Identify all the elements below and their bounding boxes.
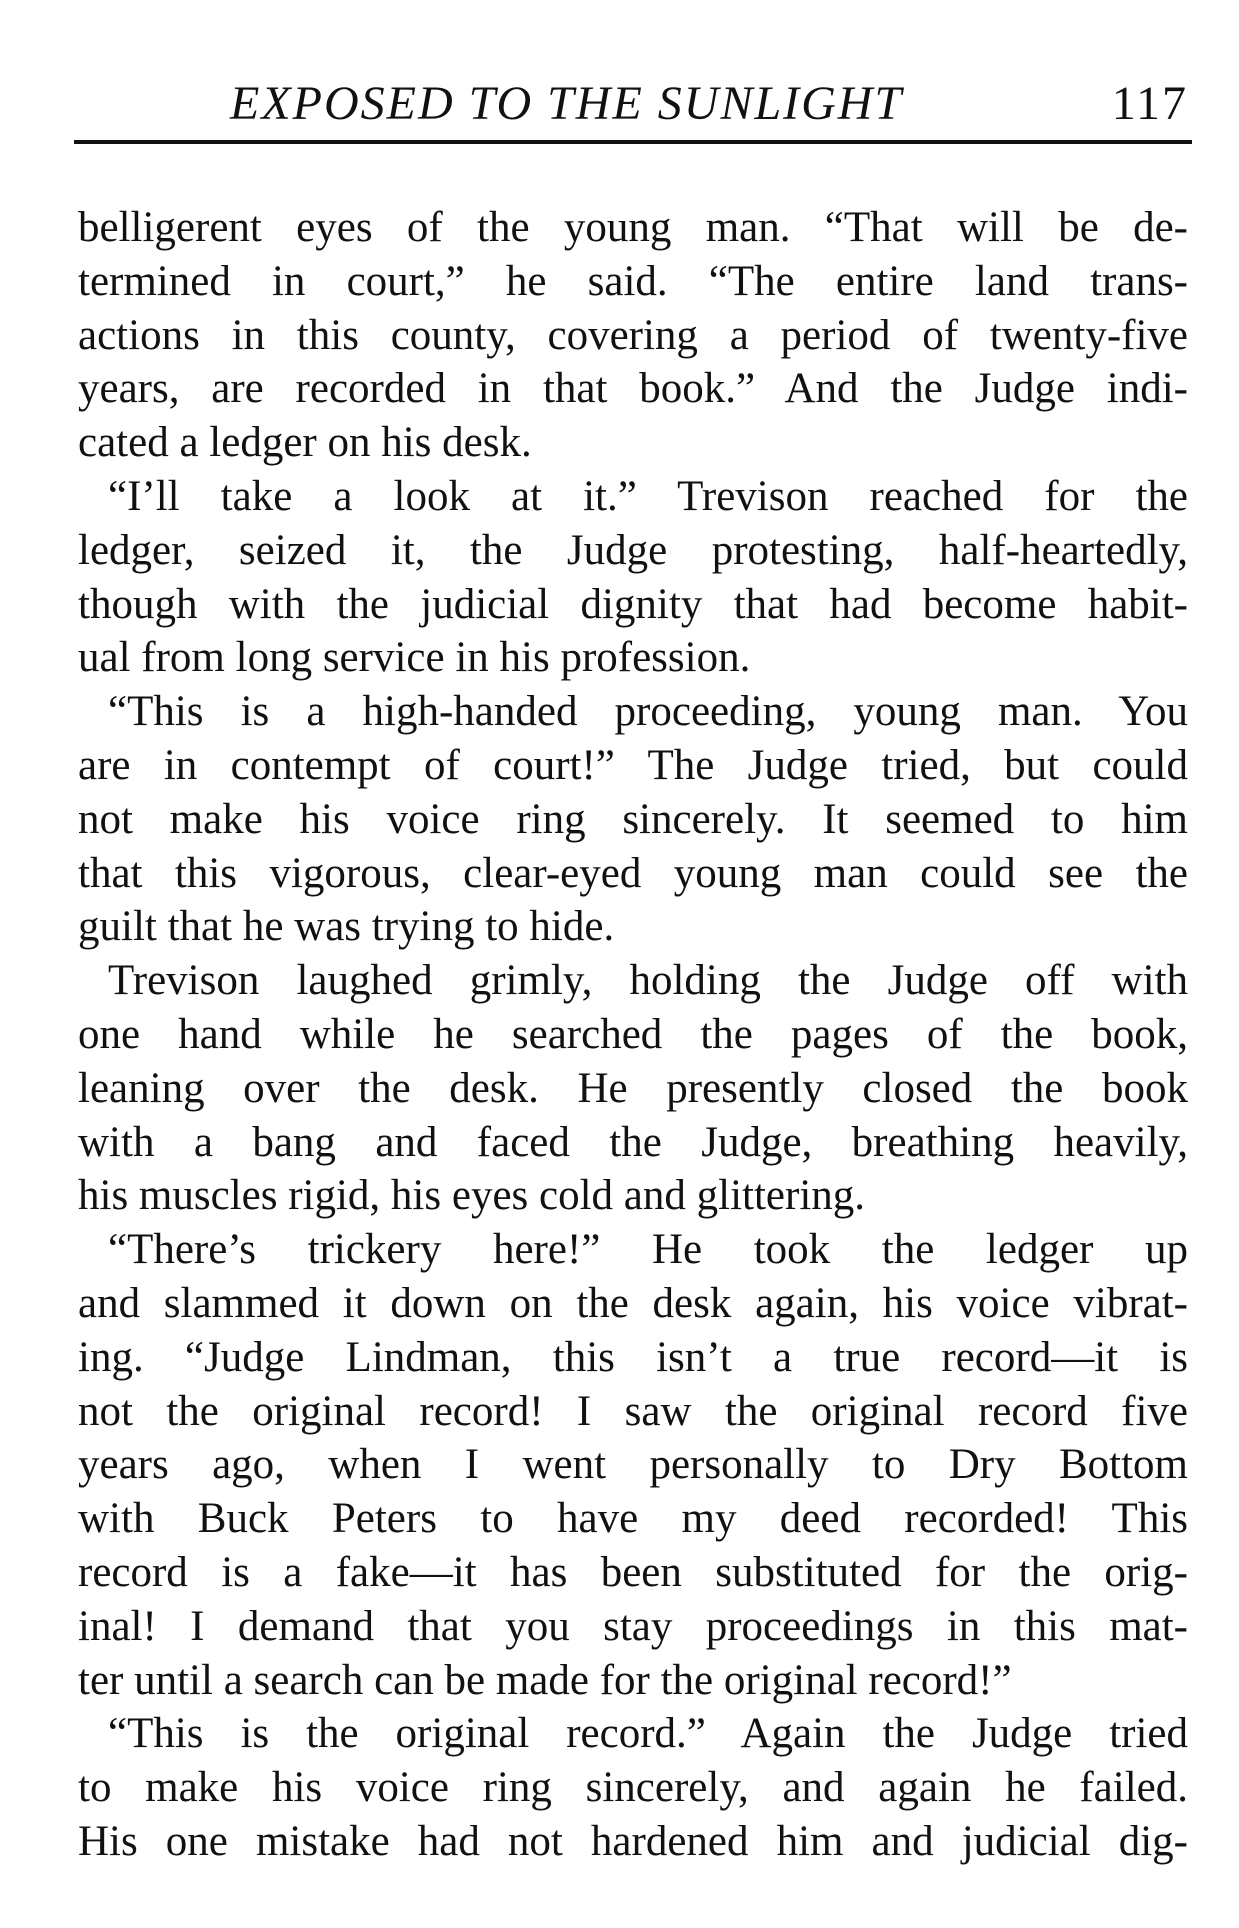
text-line: belligerent eyes of the young man. “That will be de- [78,204,1188,251]
text-line: “I’ll take a look at it.” Trevison reached for the [108,472,1188,520]
text-line: guilt that he was trying to hide. [78,903,615,951]
text-line: record is a fake—it has been substituted for the orig- [78,1548,1188,1596]
text-line: actions in this county, covering a period of twenty-five [78,311,1188,359]
text-line: not the original record! I saw the original record five [78,1387,1188,1435]
text-line: ing. “Judge Lindman, this isn’t a true record—it is [78,1333,1188,1381]
text-line: his muscles rigid, his eyes cold and glittering. [78,1172,866,1220]
text-line: “This is a high-handed proceeding, young man. You [108,688,1188,736]
text-line: Trevison laughed grimly, holding the Judge off with [108,957,1188,1005]
text-line: are in contempt of court!” The Judge tried, but could [78,741,1188,789]
text-line: and slammed it down on the desk again, his voice vibrat- [78,1279,1188,1327]
text-line: leaning over the desk. He presently closed the book [78,1064,1188,1112]
text-line: termined in court,” he said. “The entire land trans- [78,257,1188,305]
text-line: though with the judicial dignity that had become habit- [78,580,1188,628]
text-line: with Buck Peters to have my deed recorded! This [78,1495,1188,1543]
text-line: inal! I demand that you stay proceedings in this mat- [78,1602,1188,1650]
text-line: cated a ledger on his desk. [78,419,532,467]
text-line: not make his voice ring sincerely. It seemed to him [78,795,1188,843]
text-line: His one mistake had not hardened him and judicial dig- [78,1817,1188,1865]
text-line: years ago, when I went personally to Dry Bottom [78,1441,1188,1489]
text-line: with a bang and faced the Judge, breathing heavily, [78,1118,1188,1166]
running-head [78,72,1188,136]
text-line: one hand while he searched the pages of the book, [78,1010,1188,1058]
text-line: to make his voice ring sincerely, and again he failed. [78,1764,1188,1812]
text-line: that this vigorous, clear-eyed young man could see the [78,849,1188,897]
body-text [78,201,1188,1869]
text-line: ter until a search can be made for the original record!” [78,1656,1012,1704]
text-line: years, are recorded in that book.” And the Judge indi- [78,365,1188,413]
text-line: ledger, seized it, the Judge protesting, half-heartedly, [78,526,1188,574]
text-line: ual from long service in his profession. [78,634,751,682]
text-line: “This is the original record.” Again the Judge tried [108,1710,1188,1758]
running-title: EXPOSED TO THE SUNLIGHT [230,77,904,130]
text-line: “There’s trickery here!” He took the ledger up [108,1226,1188,1274]
header-rule [74,140,1192,144]
page-number: 117 [1111,77,1188,130]
